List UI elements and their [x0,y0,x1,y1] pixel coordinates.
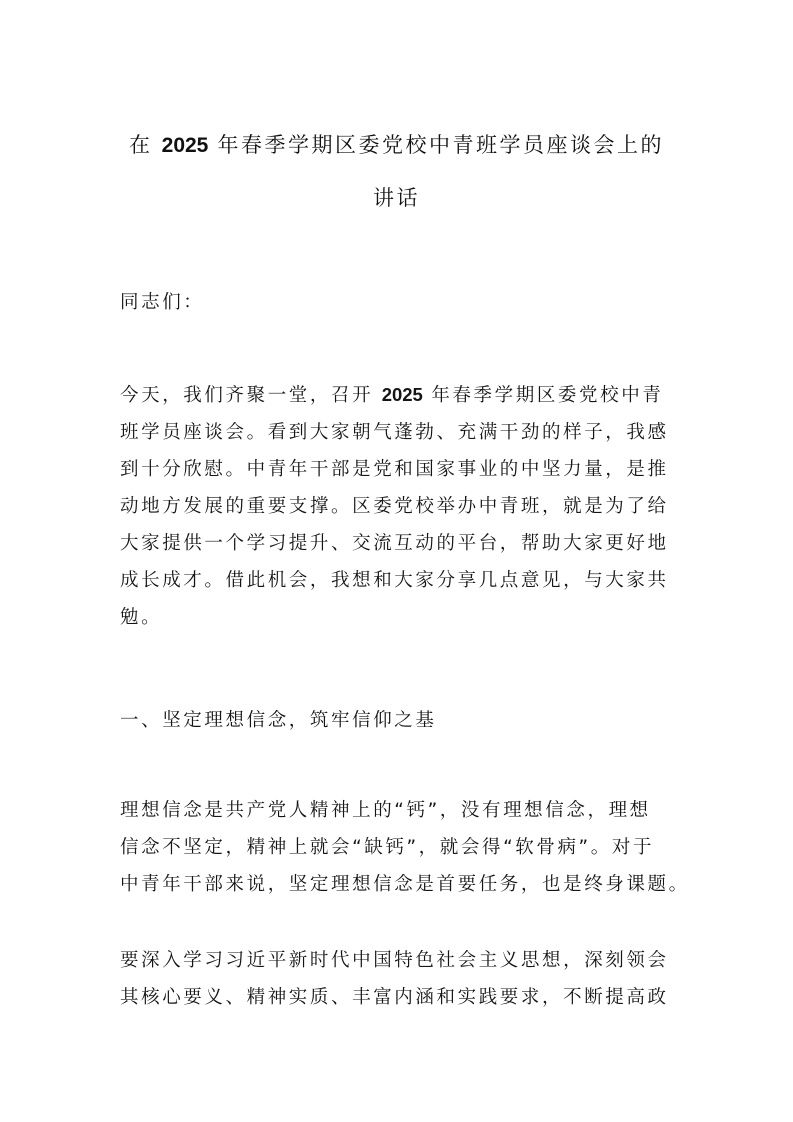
paragraph-ideals [120,792,690,903]
paragraph-line: 动地方发展的重要支撑。区委党校举办中青班，就是为了给 [120,496,669,517]
paragraph-line: 信念不坚定，精神上就会“缺钙”，就会得“软骨病”。对于 [120,837,655,858]
title-suffix: 年春季学期区委党校中青班学员座谈会上的 [217,133,665,157]
paragraph-line: 要深入学习习近平新时代中国特色社会主义思想，深刻领会 [120,950,669,971]
paragraph-study [120,942,680,1016]
paragraph-line: 今天，我们齐聚一堂，召开 2025 年春季学期区委党校中青 [120,384,664,406]
paragraph-line: 中青年干部来说，坚定理想信念是首要任务，也是终身课题。 [120,874,690,895]
paragraph-line: 其核心要义、精神实质、丰富内涵和实践要求，不断提高政 [120,987,669,1008]
title-year: 2025 [161,134,209,157]
paragraph-line: 班学员座谈会。看到大家朝气蓬勃、充满干劲的样子，我感 [120,422,669,443]
section-heading-1: 一、坚定理想信念，筑牢信仰之基 [120,710,437,731]
greeting: 同志们： [120,292,205,313]
paragraph-line: 理想信念是共产党人精神上的“钙”，没有理想信念，理想 [120,800,651,821]
paragraph-line: 到十分欣慰。中青年干部是党和国家事业的中坚力量，是推 [120,459,669,480]
document-title-line1 [100,129,693,159]
paragraph-line: 大家提供一个学习提升、交流互动的平台，帮助大家更好地 [120,533,669,554]
paragraph-line: 勉。 [120,607,163,628]
document-title-line2: 讲话 [373,186,420,210]
paragraph-line: 成长成才。借此机会，我想和大家分享几点意见，与大家共 [120,570,669,591]
title-prefix: 在 [128,133,153,157]
paragraph-intro [120,376,680,636]
year-number: 2025 [381,384,423,405]
